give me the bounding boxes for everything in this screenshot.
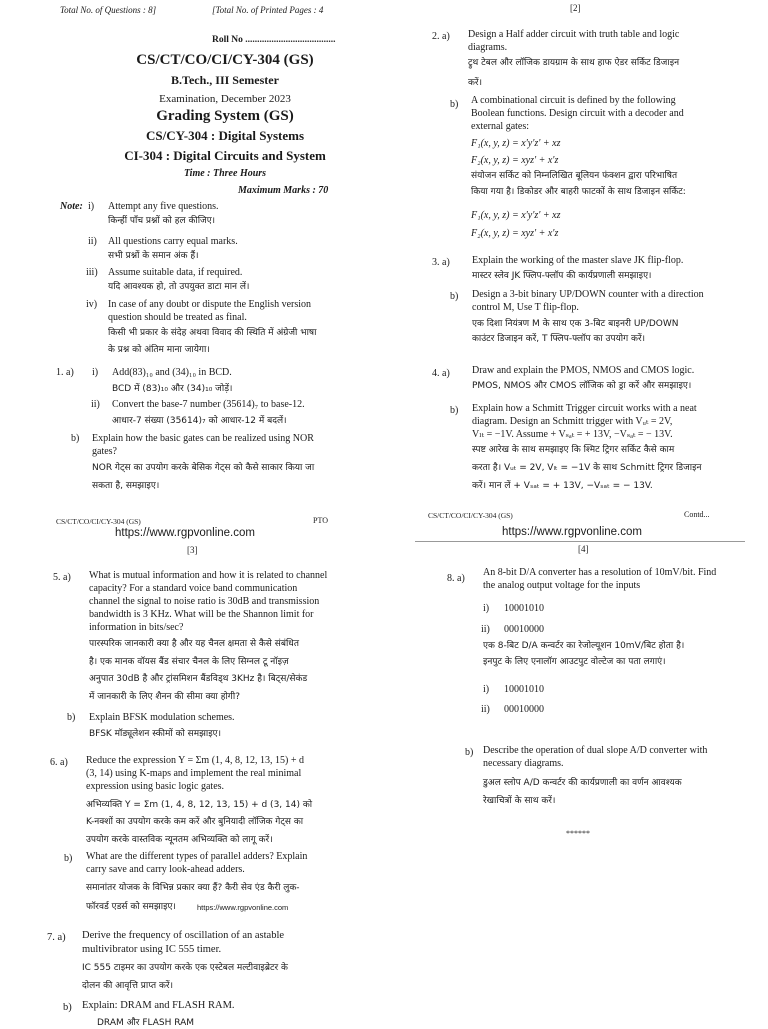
note-hi: किन्हीं पाँच प्रश्नों को हल कीजिए।	[108, 216, 216, 226]
question-number: 6. a)	[50, 757, 68, 768]
source-url[interactable]: https://www.rgpvonline.com	[502, 526, 642, 538]
question-text-hi: K-नक्शों का उपयोग करके कम करें और बुनियादी लॉजिक गेट्स का	[86, 817, 304, 827]
question-text: Convert the base-7 number (35614)₇ to base-12.	[112, 399, 305, 410]
question-number: 1. a)	[56, 367, 74, 378]
question-text-hi: संयोजन सर्किट को निम्नलिखित बूलियन फंक्शन द्वारा परिभाषित	[471, 171, 678, 181]
source-url[interactable]: https://www.rgpvonline.com	[115, 527, 255, 539]
boolean-function: F₂(x, y, z) = xyz' + x'z	[471, 155, 559, 166]
question-text-hi: IC 555 टाइमर का उपयोग करके एक एस्टेबल मल्टीवाइब्रेटर के	[82, 963, 288, 973]
question-text-hi: ट्रुथ टेबल और लॉजिक डायग्राम के साथ हाफ ऐडर सर्किट डिजाइन	[468, 58, 680, 68]
page-divider	[415, 541, 745, 542]
question-text-hi: है। एक मानक वॉयस बैंड संचार चैनल के लिए सिग्नल टू नॉइज़	[89, 657, 289, 667]
note-en: In case of any doubt or dispute the English version	[108, 299, 312, 310]
course: B.Tech., III Semester	[171, 73, 279, 87]
question-text: Add(83)₁₀ and (34)₁₀ in BCD.	[112, 367, 232, 378]
note-en: Assume suitable data, if required.	[108, 267, 243, 278]
question-text: What are the different types of parallel adders? Explain	[86, 851, 308, 862]
note-hi: सभी प्रश्नों के समान अंक हैं।	[108, 251, 199, 261]
question-text: gates?	[92, 446, 117, 457]
note-en: All questions carry equal marks.	[108, 236, 238, 247]
question-text: carry save and carry look-ahead adders.	[86, 864, 245, 875]
boolean-function: F₁(x, y, z) = x'y'z' + xz	[471, 138, 561, 149]
question-text-hi: NOR गेट्स का उपयोग करके बेसिक गेट्स को कैसे साकार किया जा	[92, 463, 315, 473]
note-num: ii)	[88, 236, 97, 247]
question-text: capacity? For a standard voice band communication	[89, 583, 298, 594]
page-number: [3]	[187, 545, 198, 555]
input-value: 00010000	[504, 624, 544, 635]
question-text: A combinational circuit is defined by the following	[471, 95, 676, 106]
sub-part: b)	[465, 747, 474, 758]
question-text: Explain how a Schmitt Trigger circuit works with a neat	[472, 403, 697, 414]
question-text: control M, Use T flip-flop.	[472, 302, 579, 313]
sub-part: b)	[450, 99, 459, 110]
question-text-hi: अभिव्यक्ति Y = Σm (1, 4, 8, 12, 13, 15) + d (3, 14) को	[86, 800, 313, 810]
question-text: Explain how the basic gates can be realized using NOR	[92, 433, 314, 444]
question-text: Reduce the expression Y = Σm (1, 4, 8, 12, 13, 15) + d	[86, 755, 304, 766]
question-text-hi: डुअल स्लोप A/D कन्वर्टर की कार्यप्रणाली का वर्णन आवश्यक	[483, 778, 682, 788]
input-value: 00010000	[504, 704, 544, 715]
question-text-hi: करें।	[468, 78, 483, 88]
question-number: 2. a)	[432, 31, 450, 42]
question-text: What is mutual information and how it is related to channel	[89, 570, 328, 581]
question-number: 5. a)	[53, 572, 71, 583]
question-text: expression using basic logic gates.	[86, 781, 225, 792]
sub-part: b)	[450, 405, 459, 416]
question-text-hi: पारस्परिक जानकारी क्या है और यह चैनल क्षमता से कैसे संबंधित	[89, 639, 299, 649]
question-text: external gates:	[471, 121, 530, 132]
question-number: 7. a)	[47, 932, 66, 943]
footer-contd: Contd...	[684, 510, 710, 519]
question-text: Draw and explain the PMOS, NMOS and CMOS logic.	[472, 365, 695, 376]
question-text: diagram. Design an Schmitt trigger with Vᵤₜ = 2V,	[472, 416, 673, 427]
sub-part: ii)	[481, 624, 490, 635]
inline-url[interactable]: https://www.rgpvonline.com	[197, 903, 289, 912]
question-text-hi: PMOS, NMOS और CMOS लॉजिक को ड्रा करें और समझाइए।	[472, 381, 692, 391]
question-text: necessary diagrams.	[483, 758, 564, 769]
page-number: [4]	[578, 544, 589, 554]
grading-system: Grading System (GS)	[156, 108, 294, 124]
total-pages: [Total No. of Printed Pages : 4	[212, 5, 324, 15]
subject-2: CI-304 : Digital Circuits and System	[124, 148, 326, 163]
question-text-hi: DRAM और FLASH RAM	[97, 1018, 195, 1028]
page-number: [2]	[570, 3, 581, 13]
input-value: 10001010	[504, 684, 544, 695]
question-number: 8. a)	[447, 573, 465, 584]
question-text-hi: में जानकारी के लिए शैनन की सीमा क्या होगी?	[89, 692, 240, 702]
question-number: 4. a)	[432, 368, 450, 379]
question-text: information in bits/sec?	[89, 622, 184, 633]
end-marker: ******	[566, 829, 590, 838]
question-text-hi: फॉरवर्ड एडर्स को समझाइए।	[86, 902, 176, 912]
question-text: channel the signal to noise ratio is 30dB and transmission	[89, 596, 320, 607]
question-text-hi: एक 8-बिट D/A कन्वर्टर का रेजोल्यूशन 10mV/बिट होता है।	[483, 641, 685, 651]
question-text: Derive the frequency of oscillation of an astable	[82, 930, 285, 941]
question-text-hi: BCD में (83)₁₀ और (34)₁₀ जोड़ें।	[112, 384, 233, 394]
note-num: i)	[88, 201, 95, 212]
question-text: An 8-bit D/A converter has a resolution of 10mV/bit. Find	[483, 567, 717, 578]
question-text: Explain: DRAM and FLASH RAM.	[82, 1000, 235, 1011]
sub-part: b)	[67, 712, 76, 723]
sub-part: ii)	[481, 704, 490, 715]
question-text-hi: रेखाचित्रों के साथ करें।	[483, 796, 556, 806]
question-text-hi: आधार-7 संख्या (35614)₇ को आधार-12 में बदलें।	[112, 416, 287, 426]
question-text-hi: इनपुट के लिए एनालॉग आउटपुट वोल्टेज का पता लगाएं।	[483, 657, 666, 667]
question-text: multivibrator using IC 555 timer.	[82, 944, 222, 955]
question-number: 3. a)	[432, 257, 450, 268]
paper-code: CS/CT/CO/CI/CY-304 (GS)	[136, 52, 314, 68]
input-value: 10001010	[504, 603, 544, 614]
note-hi: किसी भी प्रकार के संदेह अथवा विवाद की स्थिति में अंग्रेजी भाषा	[108, 328, 317, 338]
boolean-function: F₂(x, y, z) = xyz' + x'z	[471, 228, 559, 239]
time: Time : Three Hours	[183, 168, 267, 179]
sub-part: b)	[63, 1002, 72, 1013]
roll-no: Roll No ......................................	[212, 35, 336, 45]
question-text-hi: दोलन की आवृत्ति प्राप्त करें।	[82, 981, 174, 991]
question-text-hi: करता है। Vᵤₜ = 2V, Vₗₜ = −1V के साथ Schmitt ट्रिगर डिजाइन	[472, 463, 702, 473]
note-num: iv)	[86, 299, 98, 310]
subject-1: CS/CY-304 : Digital Systems	[145, 128, 305, 143]
question-text: the analog output voltage for the inputs	[483, 580, 641, 591]
sub-part: b)	[64, 853, 73, 864]
question-text-hi: स्पष्ट आरेख के साथ समझाइए कि श्मिट ट्रिगर सर्किट कैसे काम	[472, 445, 675, 455]
footer-code: CS/CT/CO/CI/CY-304 (GS)	[428, 511, 513, 520]
question-text-hi: BFSK मॉड्यूलेशन स्कीमों को समझाइए।	[89, 729, 222, 739]
question-text-hi: उपयोग करके वास्तविक न्यूनतम अभिव्यक्ति को लागू करें।	[86, 835, 273, 845]
sub-part: i)	[483, 603, 490, 614]
question-text: Design a Half adder circuit with truth table and logic	[468, 29, 680, 40]
question-text-hi: सकता है, समझाइए।	[92, 481, 160, 491]
question-text: Explain BFSK modulation schemes.	[89, 712, 235, 723]
question-text: Explain the working of the master slave JK flip-flop.	[472, 255, 684, 266]
question-text: diagrams.	[468, 42, 508, 53]
note-hi: के प्रश्न को अंतिम माना जायेगा।	[108, 345, 210, 355]
question-text: bandwidth is 3 KHz. What will be the Shannon limit for	[89, 609, 314, 620]
question-text-hi: मास्टर स्लेव JK फ्लिप-फ्लॉप की कार्यप्रणाली समझाइए।	[472, 271, 652, 281]
question-text-hi: अनुपात 30dB है और ट्रांसमिशन बैंडविड्थ 3KHz है। बिट्स/सेकंड	[89, 674, 308, 684]
question-text: Design a 3-bit binary UP/DOWN counter with a direction	[472, 289, 704, 300]
exam-session: Examination, December 2023	[159, 93, 291, 105]
sub-part: i)	[92, 367, 99, 378]
sub-part: ii)	[91, 399, 100, 410]
note-num: iii)	[86, 267, 98, 278]
question-text: (3, 14) using K-maps and implement the real minimal	[86, 768, 302, 779]
question-text-hi: काउंटर डिजाइन करें, T फ्लिप-फ्लॉप का उपयोग करें।	[472, 334, 646, 344]
question-text: Vₗₜ = −1V. Assume + Vₛₐₜ = + 13V, −Vₛₐₜ = − 13V.	[472, 429, 673, 440]
sub-part: b)	[71, 433, 80, 444]
footer-code: CS/CT/CO/CI/CY-304 (GS)	[56, 517, 141, 526]
sub-part: i)	[483, 684, 490, 695]
max-marks: Maximum Marks : 70	[238, 185, 329, 196]
note-label: Note:	[60, 201, 83, 212]
question-text-hi: समानांतर योजक के विभिन्न प्रकार क्या हैं? कैरी सेव एंड कैरी लुक-	[86, 883, 300, 893]
question-text-hi: करें। मान लें + Vₛₐₜ = + 13V, −Vₛₐₜ = − 13V.	[472, 481, 653, 491]
note-hi: यदि आवश्यक हो, तो उपयुक्त डाटा मान लें।	[108, 282, 250, 292]
note-en: question should be treated as final.	[108, 312, 247, 323]
boolean-function: F₁(x, y, z) = x'y'z' + xz	[471, 210, 561, 221]
question-text: Boolean functions. Design circuit with a decoder and	[471, 108, 684, 119]
question-text-hi: एक दिशा नियंत्रण M के साथ एक 3-बिट बाइनरी UP/DOWN	[472, 319, 679, 329]
total-questions: Total No. of Questions : 8]	[60, 5, 157, 15]
question-text: Describe the operation of dual slope A/D converter with	[483, 745, 708, 756]
note-en: Attempt any five questions.	[108, 201, 219, 212]
sub-part: b)	[450, 291, 459, 302]
question-text-hi: किया गया है। डिकोडर और बाहरी फाटकों के साथ डिजाइन सर्किट:	[471, 187, 686, 197]
footer-pto: PTO	[313, 516, 328, 525]
